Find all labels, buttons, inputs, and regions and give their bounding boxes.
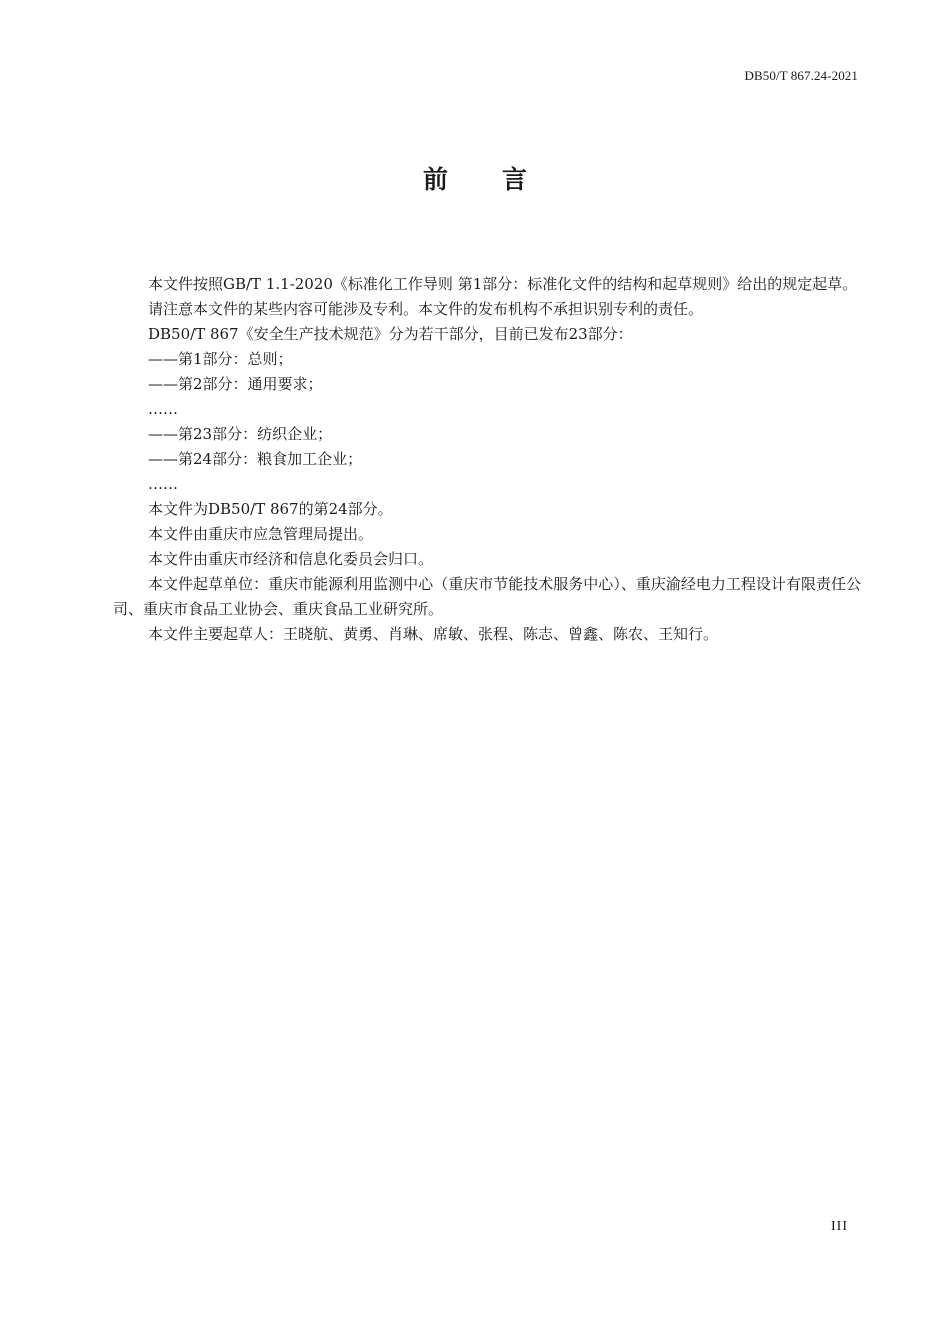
paragraph-drafters: 本文件主要起草人：王晓航、黄勇、肖琳、席敏、张程、陈志、曾鑫、陈农、王知行。 <box>148 625 719 643</box>
paragraph-series-intro: DB50/T 867《安全生产技术规范》分为若干部分，目前已发布23部分： <box>148 325 633 343</box>
list-ellipsis: …… <box>148 475 178 493</box>
list-item-part-1: ——第1部分：总则； <box>148 350 293 368</box>
list-item-part-2: ——第2部分：通用要求； <box>148 375 323 393</box>
page-number: III <box>831 1219 848 1234</box>
paragraph-part-statement: 本文件为DB50/T 867的第24部分。 <box>148 500 393 518</box>
list-item-part-23: ——第23部分：纺织企业； <box>148 425 333 443</box>
paragraph-drafting-rules: 本文件按照GB/T 1.1-2020《标准化工作导则 第1部分：标准化文件的结构和起草规则》给出的规定起草。 <box>148 275 858 293</box>
list-item-part-24: ——第24部分：粮食加工企业； <box>148 450 363 468</box>
paragraph-proposer: 本文件由重庆市应急管理局提出。 <box>148 525 374 543</box>
paragraph-patent-notice: 请注意本文件的某些内容可能涉及专利。本文件的发布机构不承担识别专利的责任。 <box>148 300 704 318</box>
paragraph-drafting-units: 本文件起草单位：重庆市能源利用监测中心（重庆市节能技术服务中心）、重庆渝经电力工程设计有限责任公司、重庆市食品工业协会、重庆食品工业研究所。 <box>113 575 861 618</box>
document-code: DB50/T 867.24-2021 <box>744 68 858 83</box>
page-title: 前言 <box>422 165 581 194</box>
foreword-body <box>113 272 861 647</box>
paragraph-administrator: 本文件由重庆市经济和信息化委员会归口。 <box>148 550 434 568</box>
list-ellipsis: …… <box>148 400 178 418</box>
